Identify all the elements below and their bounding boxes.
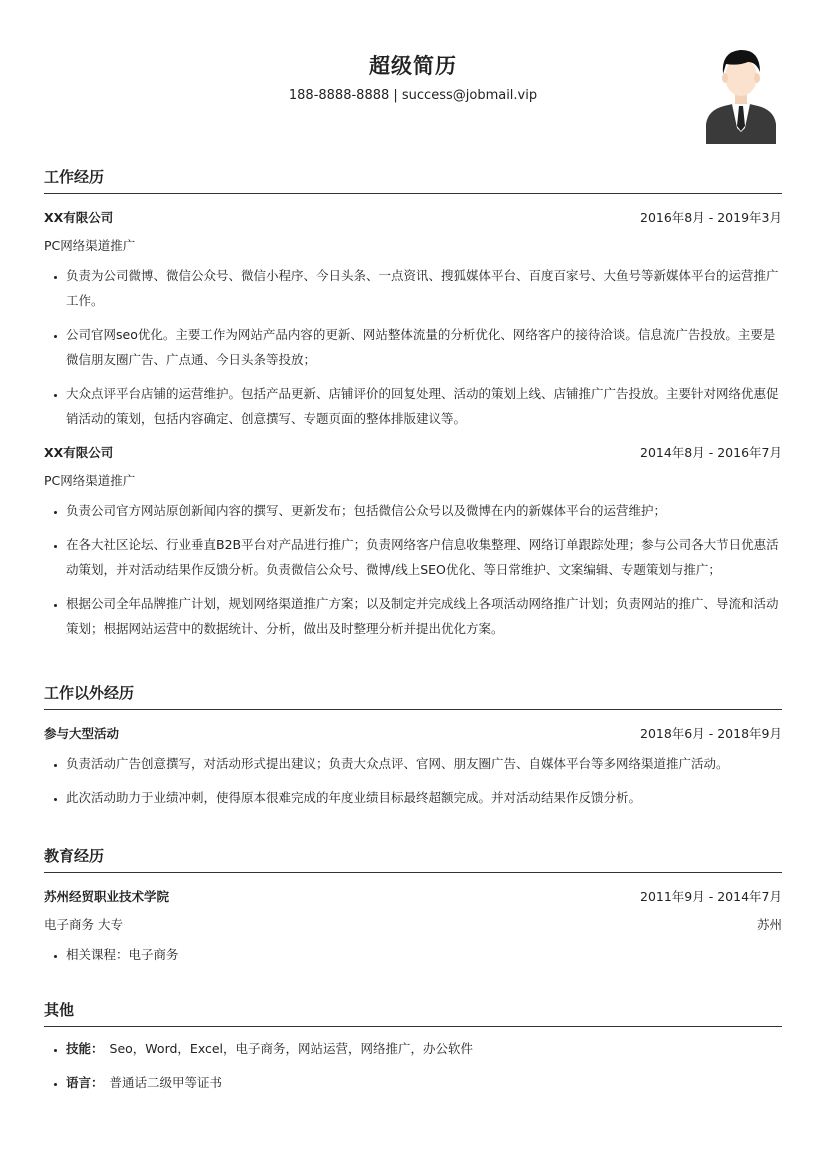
job-entry — [44, 208, 782, 431]
list-item: • 相关课程：电子商务 — [66, 942, 782, 967]
company-name: XX有限公司 — [44, 210, 114, 225]
activity-name: 参与大型活动 — [44, 726, 120, 741]
contact-info: 188-8888-8888 | success@jobmail.vip — [288, 88, 538, 103]
major: 电子商务 大专 — [44, 917, 123, 932]
list-item: • 大众点评平台店铺的运营维护。包括产品更新、店铺评价的回复处理、活动的策划上线、店铺推广广告投放。主要针对网络优惠促销活动的策划，包括内容确定、创意撰写、专题页面的整体排版建议等。 — [66, 381, 782, 431]
avatar — [704, 44, 778, 144]
list-item: • 负责活动广告创意撰写，对活动形式提出建议；负责大众点评、官网、朋友圈广告、自媒体平台等多网络渠道推广活动。 — [66, 751, 782, 776]
job-date: 2014年8月 - 2016年7月 — [640, 445, 782, 460]
work-section — [44, 166, 782, 641]
activity-date: 2018年6月 - 2018年9月 — [640, 726, 782, 741]
list-item: • 负责公司官方网站原创新闻内容的撰写、更新发布；包括微信公众号以及微博在内的新媒体平台的运营维护； — [66, 498, 782, 523]
list-item: • 根据公司全年品牌推广计划，规划网络渠道推广方案；以及制定并完成线上各项活动网络推广计划；负责网站的推广、导流和活动策划；根据网站运营中的数据统计、分析，做出及时整理分析并提出优化方案。 — [66, 591, 782, 641]
resume-name: 超级简历 — [369, 54, 457, 78]
job-role: PC网络渠道推广 — [44, 473, 136, 488]
school-name: 苏州经贸职业技术学院 — [44, 889, 170, 904]
city: 苏州 — [756, 917, 782, 932]
job-date: 2016年8月 - 2019年3月 — [640, 210, 782, 225]
section-title-extra: 工作以外经历 — [44, 682, 782, 710]
company-name: XX有限公司 — [44, 445, 114, 460]
list-item: • 在各大社区论坛、行业垂直B2B平台对产品进行推广；负责网络客户信息收集整理、网络订单跟踪处理；参与公司各大节日优惠活动策划，并对活动结果作反馈分析。负责微信公众号、微博/线上SEO优化、等日常维护、文案编辑、专题策划与推广； — [66, 532, 782, 582]
resume-header — [0, 0, 826, 160]
language-label: 语言： — [66, 1075, 104, 1090]
skills-label: 技能： — [66, 1041, 104, 1056]
education-date: 2011年9月 - 2014年7月 — [640, 889, 782, 904]
job-role: PC网络渠道推广 — [44, 238, 136, 253]
list-item: • 负责为公司微博、微信公众号、微信小程序、今日头条、一点资讯、搜狐媒体平台、百度百家号、大鱼号等新媒体平台的运营推广工作。 — [66, 263, 782, 313]
extra-section — [44, 682, 782, 810]
skills-item — [66, 1036, 782, 1061]
other-section — [44, 999, 782, 1095]
education-section — [44, 845, 782, 967]
language-item — [66, 1070, 782, 1095]
job-entry — [44, 443, 782, 641]
skills-value: Seo，Word，Excel，电子商务，网站运营，网络推广，办公软件 — [109, 1041, 474, 1056]
language-value: 普通话二级甲等证书 — [109, 1075, 223, 1090]
section-title-education: 教育经历 — [44, 845, 782, 873]
section-title-other: 其他 — [44, 999, 782, 1027]
list-item: • 此次活动助力于业绩冲刺，使得原本很难完成的年度业绩目标最终超额完成。并对活动结果作反馈分析。 — [66, 785, 782, 810]
section-title-work: 工作经历 — [44, 166, 782, 194]
list-item: • 公司官网seo优化。主要工作为网站产品内容的更新、网站整体流量的分析优化、网络客户的接待洽谈。信息流广告投放。主要是微信朋友圈广告、广点通、今日头条等投放； — [66, 322, 782, 372]
